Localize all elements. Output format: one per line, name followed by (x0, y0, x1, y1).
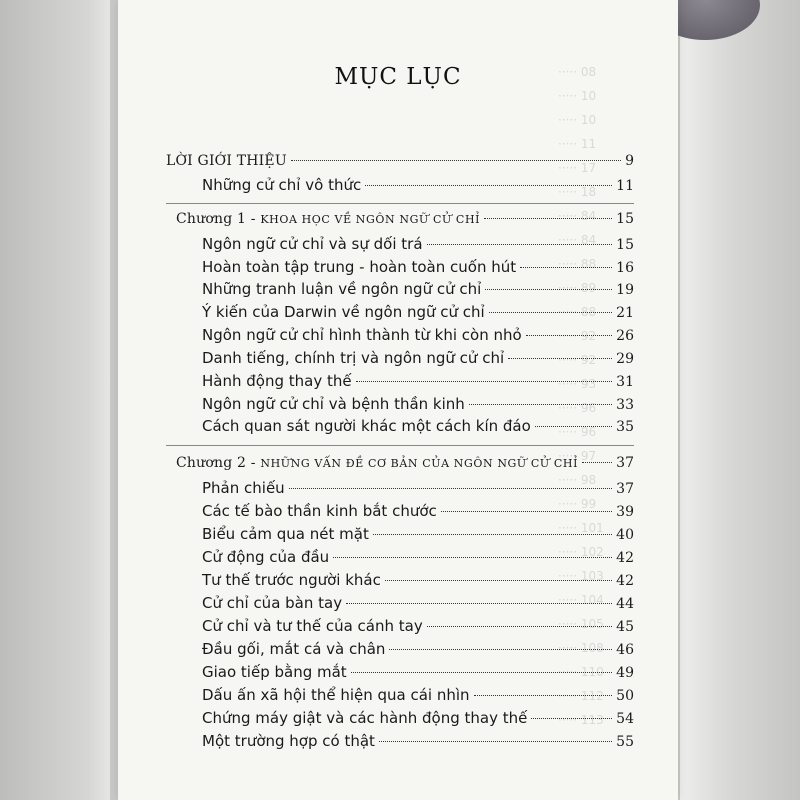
toc-label: Phản chiếu (202, 479, 285, 497)
toc-entry[interactable] (202, 479, 634, 497)
toc-label: Cử chỉ và tư thế của cánh tay (202, 617, 423, 635)
toc-page-number: 11 (616, 178, 634, 194)
toc-leader (531, 718, 612, 719)
toc-leader (526, 335, 612, 336)
chapter-prefix: Chương 2 - (176, 455, 261, 471)
toc-label: Hành động thay thế (202, 372, 352, 390)
toc-label: Các tế bào thần kinh bắt chước (202, 502, 437, 520)
toc-page-number: 49 (616, 665, 634, 681)
toc-entry[interactable] (202, 525, 634, 543)
toc-entry[interactable] (202, 709, 634, 727)
toc-section-intro[interactable] (166, 153, 634, 169)
toc-entry[interactable] (202, 502, 634, 520)
toc-page-number: 39 (616, 504, 634, 520)
toc-page-number: 37 (616, 481, 634, 497)
toc-label: Giao tiếp bằng mắt (202, 663, 347, 681)
toc-label: Tư thế trước người khác (202, 571, 381, 589)
toc-entry[interactable] (202, 571, 634, 589)
toc-entry[interactable] (202, 258, 634, 276)
toc-label: Đầu gối, mắt cá và chân (202, 640, 386, 658)
toc-leader (508, 358, 612, 359)
toc-leader (356, 381, 613, 382)
toc-page-number: 35 (616, 419, 634, 435)
toc-leader (373, 534, 612, 535)
toc-label: Cử động của đầu (202, 548, 330, 566)
toc-page-number: 31 (616, 374, 634, 390)
toc-label: Chứng máy giật và các hành động thay thế (202, 709, 528, 727)
toc-label: Ý kiến của Darwin về ngôn ngữ cử chỉ (202, 303, 485, 321)
toc-leader (474, 695, 613, 696)
toc-entry[interactable] (202, 176, 634, 194)
toc-label: Biểu cảm qua nét mặt (202, 525, 369, 543)
toc-page-number: 9 (625, 153, 634, 169)
toc-leader (427, 626, 612, 627)
toc-entry[interactable] (202, 663, 634, 681)
toc-label: Một trường hợp có thật (202, 732, 375, 750)
toc-page-number: 26 (616, 328, 634, 344)
toc-leader (346, 603, 612, 604)
background-left (0, 0, 110, 800)
toc-label: Những tranh luận về ngôn ngữ cử chỉ (202, 280, 482, 298)
toc-label (176, 455, 578, 471)
toc-page-number: 19 (616, 282, 634, 298)
toc-leader (485, 289, 612, 290)
toc-leader (489, 312, 612, 313)
toc-leader (365, 185, 612, 186)
book-page (118, 0, 678, 800)
toc-leader (289, 488, 612, 489)
toc-page-number: 42 (616, 550, 634, 566)
toc-entry[interactable] (202, 548, 634, 566)
toc-leader (441, 511, 612, 512)
toc-leader (520, 267, 612, 268)
toc-label: Ngôn ngữ cử chỉ và bệnh thần kinh (202, 395, 465, 413)
toc-page-number: 15 (616, 237, 634, 253)
toc-entry[interactable] (202, 280, 634, 298)
toc-page-number: 16 (616, 260, 634, 276)
chapter-title: KHOA HỌC VỀ NGÔN NGỮ CỬ CHỈ (260, 213, 481, 226)
toc-label: Dấu ấn xã hội thể hiện qua cái nhìn (202, 686, 470, 704)
toc-leader (427, 244, 613, 245)
toc-entry[interactable] (202, 594, 634, 612)
toc-chapter-2[interactable] (176, 455, 634, 471)
toc-leader (484, 218, 612, 219)
toc-entry[interactable] (202, 235, 634, 253)
toc-entry[interactable] (202, 732, 634, 750)
toc-entry[interactable] (202, 617, 634, 635)
page-title: MỤC LỤC (334, 64, 462, 90)
toc-leader (385, 580, 612, 581)
toc-entry[interactable] (202, 326, 634, 344)
toc-entry[interactable] (202, 640, 634, 658)
toc-leader (389, 649, 612, 650)
toc-entry[interactable] (202, 372, 634, 390)
toc-label (176, 211, 480, 227)
toc-leader (535, 426, 612, 427)
toc-chapter-1[interactable] (176, 211, 634, 227)
toc-label: Cách quan sát người khác một cách kín đáo (202, 417, 531, 435)
toc-leader (469, 404, 612, 405)
chapter-title: NHỮNG VẤN ĐỀ CƠ BẢN CỦA NGÔN NGỮ CỬ CHỈ (260, 457, 579, 470)
bleed-through-text: ····· 08 ····· 10 ····· 10 ····· 11 ····· 17 ····· 18 ····· 84 ····· 84 ····· 88 ····· 89 ····· 88 ····· 92 ····· 92 ····· 93 ····· 96 ····· 96 ····· 97 ····· 98 ····· 99 ····· 101 ····· 102 ····· 103 ····· 104 ····· 105 ····· 108 ····· 110 ····· 112 ····· 113 (558, 65, 604, 727)
chapter-prefix: Chương 1 - (176, 211, 261, 227)
toc-leader (379, 741, 612, 742)
toc-page-number: 44 (616, 596, 634, 612)
toc-entry[interactable] (202, 417, 634, 435)
toc-entry[interactable] (202, 303, 634, 321)
toc-entry[interactable] (202, 349, 634, 367)
toc-page-number: 54 (616, 711, 634, 727)
section-divider (166, 203, 634, 204)
toc-leader (333, 557, 612, 558)
toc-page-number: 29 (616, 351, 634, 367)
toc-leader (291, 160, 621, 161)
toc-leader (582, 462, 612, 463)
toc-page-number: 55 (616, 734, 634, 750)
toc-label: Cử chỉ của bàn tay (202, 594, 343, 612)
toc-page-number: 45 (616, 619, 634, 635)
toc-page-number: 21 (616, 305, 634, 321)
toc-label: LỜI GIỚI THIỆU (166, 153, 287, 169)
toc-label: Ngôn ngữ cử chỉ hình thành từ khi còn nhỏ (202, 326, 522, 344)
toc-leader (351, 672, 612, 673)
toc-page-number: 33 (616, 397, 634, 413)
toc-entry[interactable] (202, 395, 634, 413)
background-right (680, 0, 800, 800)
toc-page-number: 42 (616, 573, 634, 589)
toc-label: Những cử chỉ vô thức (202, 176, 362, 194)
toc-page-number: 50 (616, 688, 634, 704)
toc-label: Hoàn toàn tập trung - hoàn toàn cuốn hút (202, 258, 517, 276)
toc-page-number: 37 (616, 455, 634, 471)
toc-label: Danh tiếng, chính trị và ngôn ngữ cử chỉ (202, 349, 505, 367)
section-divider (166, 445, 634, 446)
toc-page-number: 46 (616, 642, 634, 658)
toc-page-number: 15 (616, 211, 634, 227)
toc-label: Ngôn ngữ cử chỉ và sự dối trá (202, 235, 423, 253)
toc-entry[interactable] (202, 686, 634, 704)
toc-page-number: 40 (616, 527, 634, 543)
